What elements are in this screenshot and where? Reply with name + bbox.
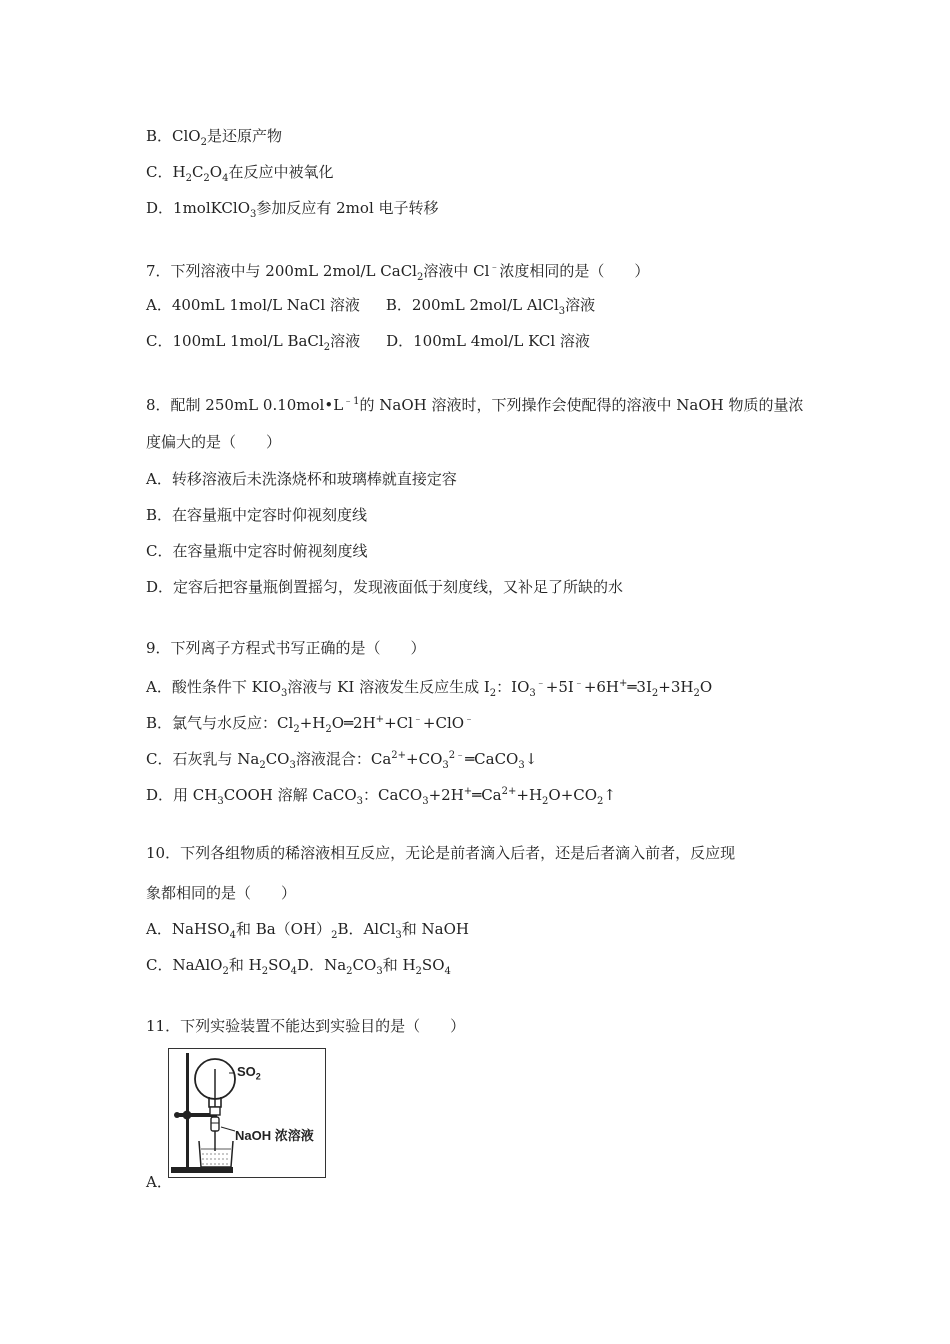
q8-option-c: C．在容量瓶中定容时俯视刻度线 (146, 542, 368, 560)
dropper (211, 1117, 219, 1131)
q10-stem-line1: 10．下列各组物质的稀溶液相互反应，无论是前者滴入后者，还是后者滴入前者，反应现 (146, 844, 736, 862)
q8-option-b: B．在容量瓶中定容时仰视刻度线 (146, 506, 368, 524)
q8-option-a: A．转移溶液后未洗涤烧杯和玻璃棒就直接定容 (146, 470, 457, 488)
q7-options-cd: C．100mL 1mol/L BaCl$_2$溶液 D．100mL 4mol/L KCl 溶液 (146, 332, 590, 353)
q10-options-cd: C．NaAlO$_2$和 $H_2SO_4D$．$Na_2CO_3$和 $H_2SO_4$ (146, 956, 451, 977)
q10-options-ab: A．NaHSO$_4$和 $Ba(OH)_2B$．AlCl$_3$和 NaOH (146, 920, 469, 941)
q9-option-c: C．石灰乳与 $Na_2CO_3$溶液混合：$Ca^{2+}+CO_3^{2﹣}═CaCO_3↓$ (146, 750, 538, 771)
q9-option-b: B．氯气与水反应：$Cl_2+H_2O═2H^++Cl^﹣+ClO^﹣$ (146, 714, 475, 735)
q11-option-a: A． (146, 1173, 172, 1191)
q11-stem: 11．下列实验装置不能达到实验目的是（ ） (146, 1017, 466, 1035)
stand-base (171, 1167, 233, 1173)
q10-stem-line2: 象都相同的是（ ） (146, 884, 297, 902)
naoh-solution-label: NaOH 浓溶液 (235, 1128, 314, 1143)
q7-options-ab: A．400mL 1mol/L NaCl 溶液 B．200mL 2mol/L AlCl$_3$溶液 (146, 296, 596, 317)
naoh-pointer (221, 1127, 235, 1131)
q8-stem-line2: 度偏大的是（ ） (146, 433, 282, 451)
so2-label: $SO_2$ (237, 1064, 261, 1082)
q6-option-b: B．ClO$_2$是还原产物 (146, 127, 282, 148)
q6-option-d: D．1molKClO$_3$参加反应有 2mol 电子转移 (146, 199, 439, 220)
q9-option-a: A．酸性条件下 $KIO_3$溶液与 KI 溶液发生反应生成 $I_2$：$IO_3^﹣+5I^﹣+6H^+═3I_2+3H_2O$ (146, 678, 713, 699)
clamp-knob (183, 1111, 192, 1120)
so2-absorption-apparatus-figure (168, 1048, 326, 1178)
q8-option-d: D．定容后把容量瓶倒置摇匀，发现液面低于刻度线，又补足了所缺的水 (146, 578, 624, 596)
clamp-screw (174, 1112, 180, 1118)
q9-option-d: D．用 $CH_3COOH$ 溶解 CaCO$_3$：$CaCO_3+2H^+═Ca^{2+}+H_2O+CO_2↑$ (146, 786, 616, 807)
rubber-stopper (210, 1107, 220, 1115)
q8-stem-line1: 8．配制 250mL $0.10mol•L^{﹣1}$的 NaOH 溶液时，下列操作会使配得的溶液中 NaOH 物质的量浓 (146, 396, 804, 414)
q9-stem: 9．下列离子方程式书写正确的是（ ） (146, 639, 426, 657)
q7-stem: 7．下列溶液中与 200mL 2mol/L CaCl$_2$溶液中 Cl﹣浓度相同的是（ ） (146, 262, 650, 283)
q6-option-c: C．$H_2C_2O_4$在反应中被氧化 (146, 163, 334, 184)
